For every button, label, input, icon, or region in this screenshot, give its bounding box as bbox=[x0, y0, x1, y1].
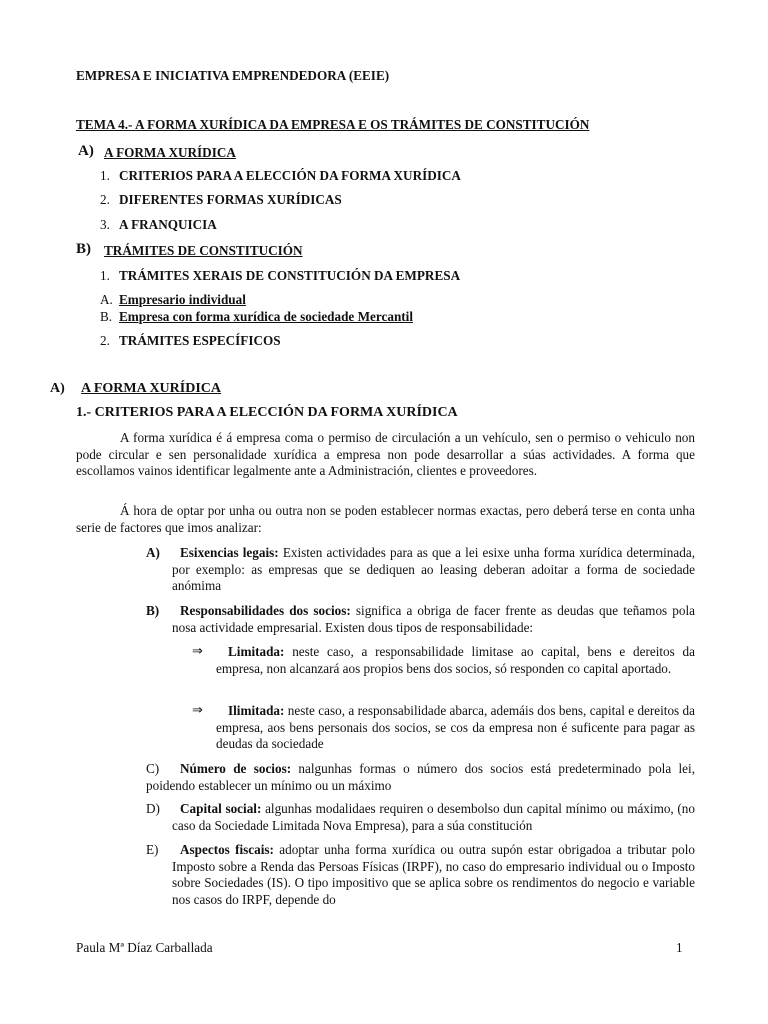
outline-b-sub-a-letter: A. bbox=[100, 292, 113, 307]
outline-b-item-2-num: 2. bbox=[100, 333, 110, 348]
limitada-title: Limitada: bbox=[228, 644, 285, 659]
outline-b-item-1: TRÁMITES XERAIS DE CONSTITUCIÓN DA EMPRESA bbox=[119, 268, 461, 283]
factor-a-title: Esixencias legais: bbox=[180, 545, 279, 560]
responsibility-ilimitada bbox=[216, 703, 695, 753]
ilimitada-title: Ilimitada: bbox=[228, 703, 285, 718]
factor-c-marker: C) bbox=[146, 761, 160, 776]
subsection-1-title: 1.- CRITERIOS PARA A ELECCIÓN DA FORMA XURÍDICA bbox=[76, 405, 458, 420]
factor-a bbox=[172, 545, 695, 595]
factor-c-title: Número de socios: bbox=[180, 761, 292, 776]
outline-a-item-3: A FRANQUICIA bbox=[119, 217, 217, 232]
outline-b-sub-a: Empresario individual bbox=[119, 292, 246, 307]
factor-d-marker: D) bbox=[146, 801, 160, 816]
factor-d-text: algunhas modalidaes requiren o desembolso dun capital mínimo ou máximo, (no caso da Sociedade Limitada Nova Empresa), para a súa constitución bbox=[172, 801, 695, 833]
factor-d-title: Capital social: bbox=[180, 801, 262, 816]
outline-a-marker: A) bbox=[78, 143, 94, 159]
outline-a-item-2-num: 2. bbox=[100, 192, 110, 207]
factor-a-marker: A) bbox=[146, 545, 160, 560]
limitada-text: neste caso, a responsabilidade limitase ao capital, bens e dereitos da empresa, non alcanzará aos propios bens dos socios, só responden co capital aportado. bbox=[216, 644, 695, 676]
factor-e-text: adoptar unha forma xurídica ou outra supón estar obrigadoa a tributar polo Imposto sobre a Renda das Persoas Físicas (IRPF), no caso do empresario individual ou o Imposto sobre Sociedades (IS). O tipo impositivo que se aplica sobre os rendimentos do negocio e variable nos casos do IRPF, depende do bbox=[172, 842, 696, 907]
factor-c-text: nalgunhas formas o número dos socios está predeterminado pola lei, poidendo establecer un mínimo ou un máximo bbox=[146, 761, 695, 793]
factor-d bbox=[172, 801, 695, 834]
outline-b-item-1-num: 1. bbox=[100, 268, 110, 283]
limitada-arrow-icon: ⇒ bbox=[192, 644, 203, 659]
tema-title: TEMA 4.- A FORMA XURÍDICA DA EMPRESA E OS TRÁMITES DE CONSTITUCIÓN bbox=[76, 117, 590, 132]
outline-a-item-1-num: 1. bbox=[100, 168, 110, 183]
factor-b-title: Responsabilidades dos socios: bbox=[180, 603, 351, 618]
outline-a-label: A FORMA XURÍDICA bbox=[104, 145, 236, 160]
outline-b-item-2: TRÁMITES ESPECÍFICOS bbox=[119, 333, 281, 348]
outline-b-label: TRÁMITES DE CONSTITUCIÓN bbox=[104, 243, 303, 258]
factor-e bbox=[172, 842, 695, 908]
outline-b-sub-b: Empresa con forma xurídica de sociedade Mercantil bbox=[119, 309, 413, 324]
outline-b-marker: B) bbox=[76, 241, 91, 257]
paragraph-2: Á hora de optar por unha ou outra non se poden establecer normas exactas, pero deberá terse en conta unha serie de factores que imos analizar: bbox=[76, 503, 695, 535]
section-a-marker: A) bbox=[50, 381, 65, 396]
footer-page-number: 1 bbox=[676, 940, 683, 955]
footer-author: Paula Mª Díaz Carballada bbox=[76, 940, 213, 955]
ilimitada-text: neste caso, a responsabilidade abarca, ademáis dos bens, capital e dereitos da empresa, aos bens personais dos socios, se cos da empresa non é suficente para pagar as deudas da sociedade bbox=[216, 703, 696, 751]
responsibility-limitada bbox=[216, 644, 695, 677]
outline-b-sub-b-letter: B. bbox=[100, 309, 113, 324]
ilimitada-arrow-icon: ⇒ bbox=[192, 703, 203, 718]
factor-b-text: significa a obriga de facer frente as deudas que teñamos pola nosa actividade empresarial. Existen dous tipos de responsabilidade: bbox=[172, 603, 696, 635]
section-a-title: A FORMA XURÍDICA bbox=[81, 381, 221, 396]
factor-c bbox=[146, 761, 695, 794]
factor-b bbox=[172, 603, 695, 636]
outline-a-item-3-num: 3. bbox=[100, 217, 110, 232]
factor-e-marker: E) bbox=[146, 842, 159, 857]
header-title: EMPRESA E INICIATIVA EMPRENDEDORA (EEIE) bbox=[76, 68, 390, 83]
factor-b-marker: B) bbox=[146, 603, 160, 618]
outline-a-item-2: DIFERENTES FORMAS XURÍDICAS bbox=[119, 192, 342, 207]
factor-a-text: Existen actividades para as que a lei esixe unha forma xurídica determinada, por exemplo: as empresas que se dediquen ao leasing deberan adoitar a forma de sociedade anómima bbox=[172, 545, 696, 593]
factor-e-title: Aspectos fiscais: bbox=[180, 842, 274, 857]
outline-a-item-1: CRITERIOS PARA A ELECCIÓN DA FORMA XURÍDICA bbox=[119, 168, 461, 183]
paragraph-1: A forma xurídica é á empresa coma o permiso de circulación a un vehículo, sen o permiso o vehiculo non pode circular e sen personalidade xurídica a empresa non pode desarrollar a súas actividades. A forma que escollamos vainos identificar legalmente ante a Administración, clientes e proveedores. bbox=[76, 430, 695, 478]
